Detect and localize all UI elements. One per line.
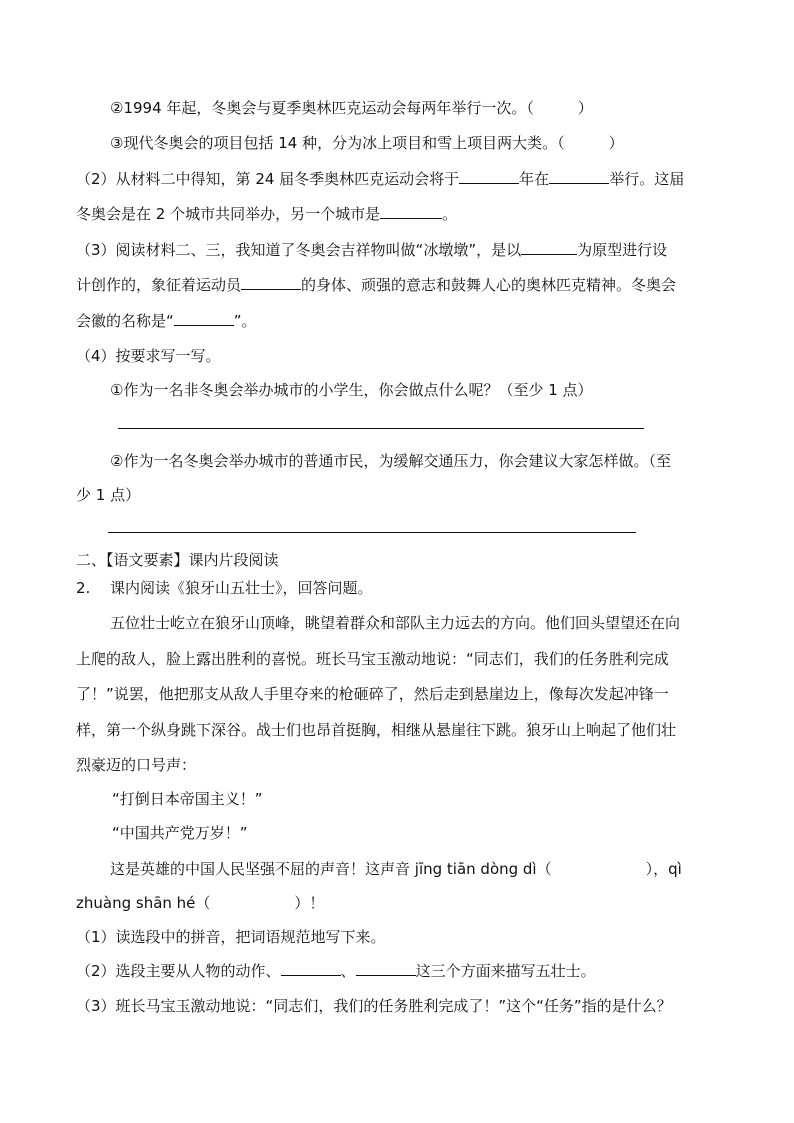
answer-blank[interactable] <box>281 961 341 976</box>
question-3-line-1 <box>76 240 667 260</box>
question-text: 。 <box>442 205 458 223</box>
question-4-item-2-line-1 <box>110 451 671 471</box>
answer-blank[interactable] <box>521 240 577 255</box>
sub-question-3 <box>76 996 672 1016</box>
question-text: 少 1 点） <box>76 486 141 504</box>
question-text: （1）读选段中的拼音，把词语规范地写下来。 <box>76 928 386 946</box>
question-4-item-2-line-2 <box>76 485 140 505</box>
slogan-1 <box>112 789 263 809</box>
question-text: 课内阅读《狼牙山五壮士》，回答问题。 <box>110 579 373 597</box>
passage-line-3 <box>76 684 669 704</box>
question-text: 、 <box>340 962 356 980</box>
question-2-title <box>76 578 373 598</box>
question-text: 这三个方面来描写五壮士。 <box>415 962 596 980</box>
passage-text: 烈豪迈的口号声： <box>76 756 197 774</box>
question-text: 为原型进行设 <box>577 241 668 259</box>
passage-text: 了！”说罢，他把那支从敌人手里夺来的枪砸碎了，然后走到悬崖边上，像每次发起冲锋一 <box>76 685 669 703</box>
question-text: ”。 <box>233 312 257 330</box>
answer-blank[interactable] <box>356 961 416 976</box>
answer-line[interactable] <box>108 532 636 533</box>
question-text: ①作为一名非冬奥会举办城市的小学生，你会做点什么呢？（至少 1 点） <box>110 381 593 399</box>
question-text: （2）从材料二中得知，第 24 届冬季奥林匹克运动会将于 <box>76 170 460 188</box>
answer-blank[interactable] <box>380 204 442 219</box>
answer-blank[interactable] <box>174 311 234 326</box>
question-1-statement-3 <box>110 133 624 153</box>
passage-text: 上爬的敌人，脸上露出胜利的喜悦。班长马宝玉激动地说：“同志们，我们的任务胜利完成 <box>76 650 669 668</box>
question-text: 会徽的名称是“ <box>76 312 174 330</box>
passage-line-1 <box>110 613 680 633</box>
slogan-text: “中国共产党万岁！” <box>112 824 248 842</box>
question-text: 举行。这届 <box>609 170 685 188</box>
question-text: （3）阅读材料二、三，我知道了冬奥会吉祥物叫做“冰墩墩”，是以 <box>76 241 522 259</box>
passage-text: 样，第一个纵身跳下深谷。战士们也昂首挺胸，相继从悬崖往下跳。狼牙山上响起了他们壮 <box>76 721 677 739</box>
passage-text: 这是英雄的中国人民坚强不屈的声音！这声音 jīng tiān dòng dì（ <box>110 860 552 878</box>
sub-question-1 <box>76 927 386 947</box>
question-2-line-2 <box>76 204 457 224</box>
statement-paren-close: ） <box>577 99 593 117</box>
question-text: 的身体、顽强的意志和鼓舞人心的奥林匹克精神。冬奥会 <box>301 276 677 294</box>
passage-line-6 <box>110 859 682 879</box>
question-4-heading <box>76 346 221 366</box>
statement-paren-close: ） <box>608 134 624 152</box>
sub-question-2 <box>76 961 596 981</box>
passage-text: 五位壮士屹立在狼牙山顶峰，眺望着群众和部队主力远去的方向。他们回头望望还在向 <box>110 614 681 632</box>
passage-text: ），qì <box>645 860 682 878</box>
passage-text: ）！ <box>294 894 325 912</box>
question-text: （3）班长马宝玉激动地说：“同志们，我们的任务胜利完成了！”这个“任务”指的是什么？ <box>76 997 672 1015</box>
slogan-2 <box>112 823 248 843</box>
question-text: 冬奥会是在 2 个城市共同举办，另一个城市是 <box>76 205 381 223</box>
question-text: 计创作的，象征着运动员 <box>76 276 242 294</box>
section-title: 二、【语文要素】课内片段阅读 <box>76 551 279 569</box>
question-3-line-3 <box>76 311 257 331</box>
question-text: ②作为一名冬奥会举办城市的普通市民，为缓解交通压力，你会建议大家怎样做。（至 <box>110 452 671 470</box>
answer-blank[interactable] <box>459 169 519 184</box>
question-2-line-1 <box>76 169 684 189</box>
question-number: 2. <box>76 579 91 597</box>
passage-text: zhuàng shān hé（ <box>76 894 211 912</box>
passage-line-2 <box>76 649 669 669</box>
answer-line[interactable] <box>118 428 644 429</box>
question-4-item-1 <box>110 380 593 400</box>
answer-blank[interactable] <box>549 169 609 184</box>
section-heading <box>76 550 279 570</box>
question-1-statement-2 <box>110 98 593 118</box>
answer-blank[interactable] <box>241 275 301 290</box>
statement-text: ③现代冬奥会的项目包括 14 种，分为冰上项目和雪上项目两大类。（ <box>110 134 565 152</box>
question-text: （4）按要求写一写。 <box>76 347 221 365</box>
question-text: 年在 <box>519 170 550 188</box>
slogan-text: “打倒日本帝国主义！” <box>112 790 263 808</box>
statement-text: ②1994 年起，冬奥会与夏季奥林匹克运动会每两年举行一次。（ <box>110 99 534 117</box>
question-text: （2）选段主要从人物的动作、 <box>76 962 281 980</box>
passage-line-4 <box>76 720 676 740</box>
passage-line-5 <box>76 755 196 775</box>
passage-line-7 <box>76 893 324 913</box>
question-3-line-2 <box>76 275 676 295</box>
